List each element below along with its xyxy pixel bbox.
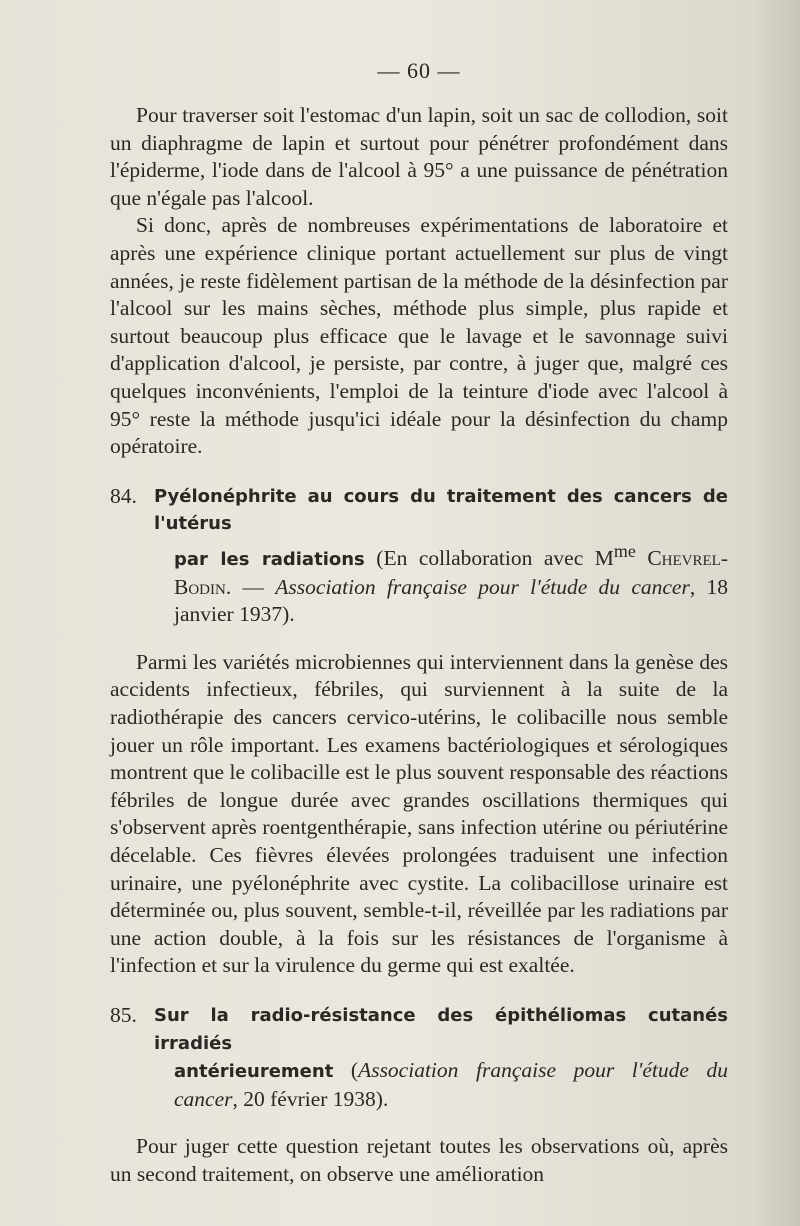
entry-reference <box>110 538 728 629</box>
bibliography-entry-85 <box>110 1002 728 1113</box>
entry-title-continued: par les radiations <box>174 549 365 571</box>
paragraph: Pour traverser soit l'estomac d'un lapin, soit un sac de collodion, soit un diaphragme de lapin et surtout pour pénétrer profondément dans l'épiderme, l'iode dans de l'alcool à 95° a une puissance de pénétration que n'égale pas l'alcool. <box>110 103 728 210</box>
entry-number: 85. <box>110 1002 137 1027</box>
entry-title: Sur la radio-résistance des épithéliomas cutanés irradiés <box>154 1004 728 1054</box>
reference-text: (En collaboration avec M <box>364 546 614 571</box>
entry-title: Pyélonéphrite au cours du traitement des cancers de l'utérus <box>154 485 728 535</box>
entry-reference <box>110 1057 728 1113</box>
entry-number: 84. <box>110 483 137 508</box>
author-name: Chevrel- <box>635 546 728 571</box>
entry-title-continued: antérieurement <box>174 1061 334 1083</box>
page-number: — 60 — <box>377 58 461 83</box>
reference-date: , 20 février 1938). <box>232 1086 389 1111</box>
reference-separator: . — <box>225 574 276 599</box>
author-name: Bodin <box>174 574 226 599</box>
reference-superscript: me <box>613 540 636 561</box>
journal-name: Association française pour l'étude du cancer <box>275 574 690 599</box>
paragraph: Pour juger cette question rejetant toutes les observations où, après un second traitement, on observe une amélioration <box>110 1134 728 1186</box>
paragraph: Parmi les variétés microbiennes qui interviennent dans la genèse des accidents infectieux, fébriles, qui surviennent à la suite de la radiothérapie des cancers cervico-utérins, le colibacille nous semble jouer un rôle important. Les examens bactériologiques et sérologiques montrent que le colibacille est le plus souvent responsable des réactions fébriles de longue durée avec grandes oscillations thermiques qui s'observent après roentgenthérapie, sans infection utérine ou périutérine décelable. Ces fièvres élevées prolongées traduisent une infection urinaire, une pyélonéphrite avec cystite. La colibacillose urinaire est déterminée ou, plus souvent, semble-t-il, réveillée par les radiations par une action double, à la fois sur les résistances de l'organisme à l'infection et sur la virulence du germe qui est exaltée. <box>110 649 728 978</box>
journal-name: Association française pour l'étude du cancer <box>174 1058 728 1111</box>
reference-text: ( <box>333 1058 359 1083</box>
bibliography-entry-84 <box>110 483 728 629</box>
reference-date: , 18 janvier 1937). <box>174 574 729 627</box>
paragraph: Si donc, après de nombreuses expérimentations de laboratoire et après une expérience clinique portant actuellement sur plus de vingt années, je reste fidèlement partisan de la méthode de la désinfection par l'alcool sur les mains sèches, méthode plus simple, plus rapide et surtout beaucoup plus efficace que le lavage et le savonnage suivi d'application d'alcool, je persiste, par contre, à juger que, malgré ces quelques inconvénients, l'emploi de la teinture d'iode avec l'alcool à 95° reste la méthode jusqu'ici idéale pour la désinfection du champ opératoire. <box>110 213 728 459</box>
